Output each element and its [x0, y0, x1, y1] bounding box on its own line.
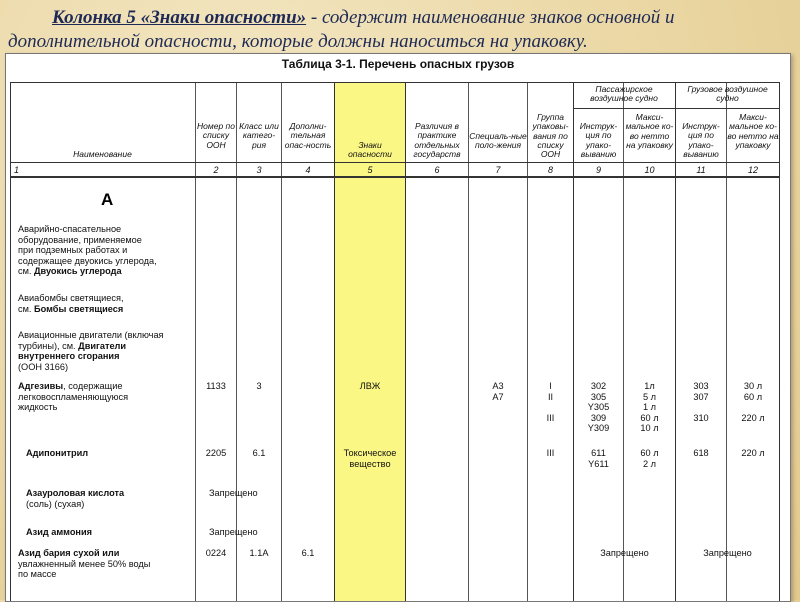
col-header-special-provisions: Специаль-ные поло-жения: [469, 131, 527, 151]
group-header-passenger: Пассажирское воздушное судно: [590, 84, 658, 104]
table-row-name: Авиационные двигатели (включая турбины), см. Двигатели внутреннего сгорания (ООН 3166): [18, 330, 164, 372]
table-cell-class: 3: [256, 381, 262, 391]
col-header-sub-risk: Дополни-тельная опас-ность: [284, 121, 332, 150]
table-cell-un: 1133: [206, 381, 226, 391]
caption-column-title: Колонка 5 «Знаки опасности»: [52, 7, 307, 28]
table-cell-un: 0224: [205, 548, 227, 558]
cross-reference: Двуокись углерода: [34, 266, 122, 276]
table-cell-special: A3 A7: [492, 381, 504, 402]
cross-reference: внутреннего сгорания: [18, 351, 120, 361]
caption-line-1-rest: - содержит наименование знаков основной и: [306, 7, 675, 28]
table-cell-pass-qty: 1л 5 л 1 л 60 л 10 л: [640, 381, 659, 433]
table-cell-pg: III: [546, 448, 555, 458]
table-cell-pg: I II III: [546, 381, 555, 423]
grid-hline: [10, 176, 780, 178]
table-cell-pass-forbidden: Запрещено: [600, 548, 649, 558]
grid-vline: [468, 82, 469, 601]
table-row-name: Адгезивы, содержащие легковоспламеняющуюся жидкость: [18, 381, 129, 412]
table-cell-cargo-qty: 30 л 60 л 220 л: [741, 381, 765, 423]
table-cell-cargo-qty: 220 л: [741, 448, 765, 458]
table-cell-class: 1.1A: [249, 548, 269, 558]
grid-vline: [236, 82, 237, 601]
table-row-name: Азид бария сухой или увлажненный менее 50% воды по массе: [18, 548, 151, 579]
table-row-name: Аварийно-спасательное оборудование, применяемое при подземных работах и содержащее двуокись углерода, см. Двуокись углерода: [18, 224, 157, 276]
grid-vline: [195, 82, 196, 601]
col-header-packing-group: Группа упаковы-вания по списку ООН: [532, 112, 569, 160]
col-header-state-variations: Различия в практике отдельных государств: [413, 121, 461, 159]
col-header-class: Класс или катего-рия: [239, 121, 279, 150]
col-number: 3: [256, 165, 262, 175]
grid-vline: [527, 82, 528, 601]
grid-vline: [10, 82, 11, 601]
section-letter: А: [101, 190, 114, 209]
table-cell-cargo-forbidden: Запрещено: [703, 548, 752, 558]
grid-vline: [405, 82, 406, 601]
col-number: 1: [14, 165, 20, 175]
caption-line-2: дополнительной опасности, которые должны наноситься на упаковку.: [8, 31, 588, 52]
cross-reference: Бомбы светящиеся: [34, 303, 124, 314]
table-row-name: Адипонитрил: [26, 448, 89, 458]
grid-vline: [726, 82, 727, 601]
table-title: Таблица 3-1. Перечень опасных грузов: [281, 57, 515, 71]
group-header-cargo: Грузовое воздушное судно: [687, 84, 768, 104]
col-header-name: Наименование: [73, 149, 132, 159]
grid-hline: [10, 162, 780, 163]
col-number: 11: [696, 165, 706, 175]
highlight-column-5: [334, 82, 405, 601]
col-header-hazard-labels: Знаки опасности: [348, 140, 392, 160]
cross-reference: Двигатели: [78, 340, 127, 351]
table-row-name: Авиабомбы светящиеся, см. Бомбы светящиеся: [18, 293, 124, 314]
grid-vline: [281, 82, 282, 601]
table-row-name: Азид аммония: [26, 527, 92, 537]
caption-line-1: [52, 6, 675, 30]
table-cell-cargo-pi: 303 307 310: [693, 381, 709, 423]
col-header-pass-max-qty: Макси-мальное ко-во нетто на упаковку: [625, 112, 674, 150]
document-table-image: [5, 53, 791, 602]
table-row-name: Азауроловая кислота (соль) (сухая): [26, 488, 125, 509]
table-cell-sub-risk: 6.1: [301, 548, 315, 558]
table-cell-label: Токсическое вещество: [343, 448, 397, 469]
col-number: 6: [434, 165, 440, 175]
grid-vline: [623, 82, 624, 601]
col-number: 4: [305, 165, 311, 175]
col-number: 5: [367, 165, 373, 175]
grid-vline: [334, 82, 335, 601]
grid-hline: [10, 82, 780, 83]
col-number: 8: [547, 165, 553, 175]
grid-vline: [675, 82, 676, 601]
col-header-un-number: Номер по списку ООН: [197, 121, 235, 150]
grid-vline: [779, 82, 780, 601]
table-cell-un: 2205: [205, 448, 227, 458]
table-cell-cargo-pi: 618: [693, 448, 709, 458]
table-cell-forbidden: Запрещено: [209, 527, 258, 537]
table-cell-pass-qty: 60 л 2 л: [640, 448, 659, 469]
col-header-cargo-max-qty: Макси-мальное ко-во нетто на упаковку: [727, 112, 779, 150]
col-number: 2: [213, 165, 219, 175]
col-number: 10: [644, 165, 655, 175]
col-number: 9: [595, 165, 601, 175]
table-cell-forbidden: Запрещено: [209, 488, 258, 498]
col-number: 7: [495, 165, 501, 175]
table-cell-class: 6.1: [252, 448, 266, 458]
col-header-cargo-packing-instruction: Инструк-ция по упако-выванию: [682, 121, 720, 159]
table-cell-pass-pi: 302 305 Y305 309 Y309: [587, 381, 610, 433]
table-cell-label: ЛВЖ: [359, 381, 381, 391]
grid-vline: [573, 82, 574, 601]
table-cell-pass-pi: 611 Y611: [588, 448, 609, 469]
grid-hline: [573, 108, 780, 109]
col-number: 12: [747, 165, 758, 175]
col-header-pass-packing-instruction: Инструк-ция по упако-выванию: [579, 121, 618, 159]
